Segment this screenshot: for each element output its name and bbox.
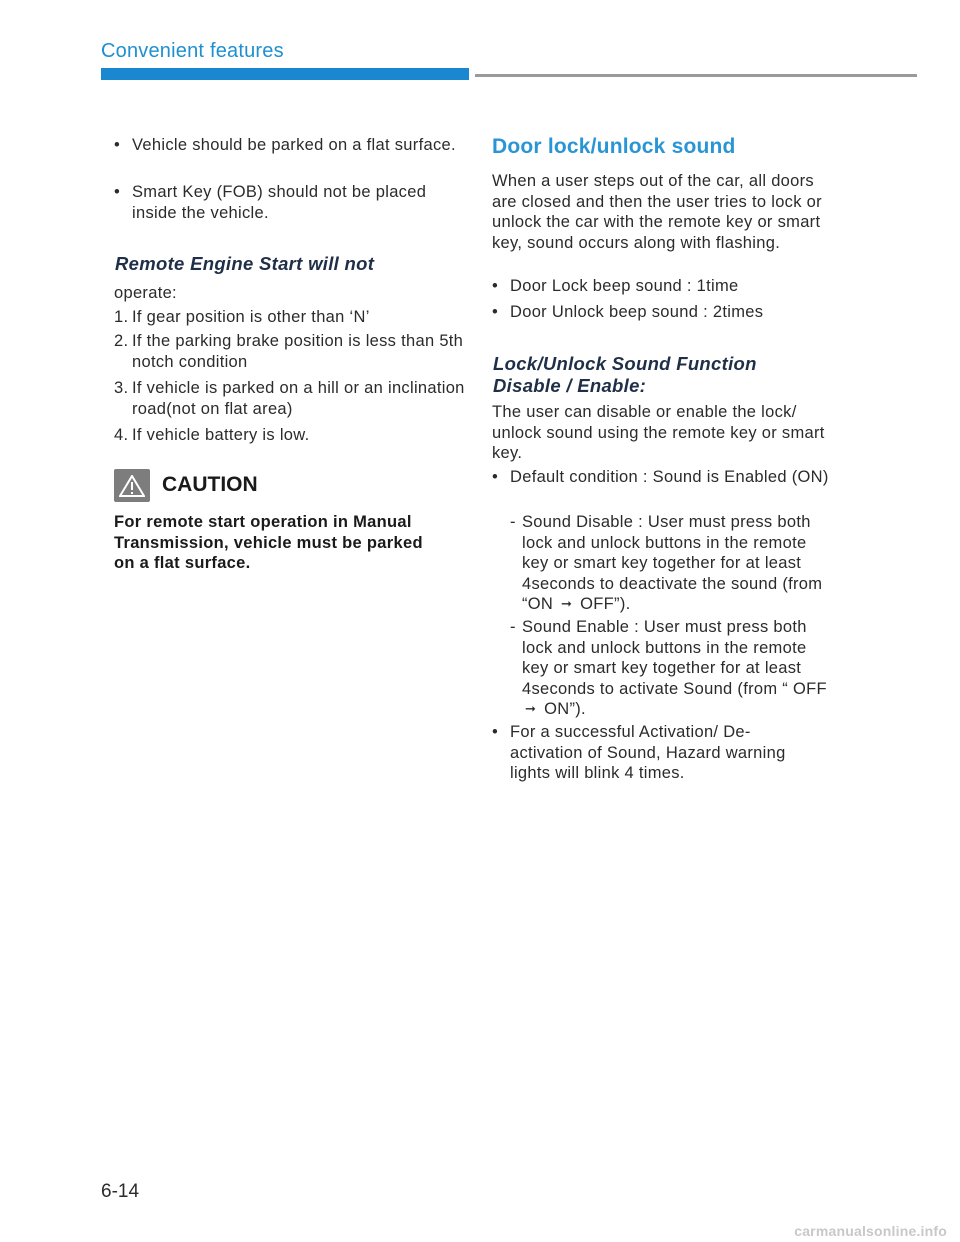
item-text: If vehicle is parked on a hill or an inclination road(not on flat area) bbox=[132, 379, 465, 418]
subheading-remote-start: Remote Engine Start will not bbox=[115, 253, 375, 274]
caution-text: For remote start operation in Manual Transmission, vehicle must be parked on a flat surface. bbox=[114, 513, 423, 572]
item-text: If the parking brake position is less than 5th notch condition bbox=[132, 332, 464, 371]
bullet-item: • Vehicle should be parked on a flat surface. bbox=[114, 135, 472, 156]
intro-text: operate: bbox=[114, 284, 177, 302]
bullet-item: • Door Lock beep sound : 1time bbox=[492, 276, 837, 297]
sub-item-text: Sound Disable : User must press both lock and unlock buttons in the remote key or smart key together for at least 4seconds to deactivate the sound (from “ON bbox=[522, 513, 823, 613]
sub-item-disable bbox=[492, 512, 832, 615]
warning-triangle-icon bbox=[114, 469, 150, 502]
subheading-sound-function bbox=[493, 353, 838, 397]
sub-item-text-end: ON”). bbox=[544, 700, 586, 718]
bullet-item: • Smart Key (FOB) should not be placed inside the vehicle. bbox=[114, 182, 472, 223]
item-number: 4. bbox=[114, 426, 129, 444]
item-text: If gear position is other than ‘N’ bbox=[132, 308, 370, 326]
subheading-line: Disable / Enable: bbox=[493, 375, 647, 396]
dash-marker: - bbox=[510, 513, 516, 531]
dash-marker: - bbox=[510, 618, 516, 636]
item-number: 2. bbox=[114, 332, 129, 350]
item-number: 3. bbox=[114, 379, 129, 397]
caution-heading bbox=[114, 469, 258, 502]
bullet-item: • Door Unlock beep sound : 2times bbox=[492, 302, 837, 323]
right-arrow-icon: ➞ bbox=[561, 596, 573, 611]
function-paragraph: The user can disable or enable the lock/ unlock sound using the remote key or smart key. bbox=[492, 403, 825, 462]
header-rule-accent bbox=[101, 68, 469, 80]
bullet-item: • Default condition : Sound is Enabled (ON) bbox=[492, 467, 837, 488]
numbered-item bbox=[114, 425, 472, 446]
numbered-item bbox=[114, 331, 472, 372]
intro-paragraph: When a user steps out of the car, all doors are closed and then the user tries to lock or unlock the car with the remote key or smart key, sound occurs along with flashing. bbox=[492, 172, 822, 252]
watermark: carmanualsonline.info bbox=[794, 1223, 947, 1239]
item-text: If vehicle battery is low. bbox=[132, 426, 310, 444]
bullet-item: • For a successful Activation/ De-activation of Sound, Hazard warning lights will blink 4 times. bbox=[492, 722, 800, 784]
section-title-door-lock-sound: Door lock/unlock sound bbox=[492, 135, 736, 158]
page-number: 6-14 bbox=[101, 1181, 140, 1202]
section-header-title: Convenient features bbox=[101, 40, 284, 62]
sub-item-enable bbox=[492, 617, 832, 720]
numbered-item bbox=[114, 307, 472, 328]
subheading-line: Lock/Unlock Sound Function bbox=[493, 353, 757, 374]
right-arrow-icon: ➞ bbox=[525, 701, 537, 716]
numbered-item bbox=[114, 378, 472, 419]
item-number: 1. bbox=[114, 308, 129, 326]
caution-label: CAUTION bbox=[162, 473, 258, 497]
sub-item-text: Sound Enable : User must press both lock and unlock buttons in the remote key or smart key together for at least 4seconds to activate Sound (from “ OFF bbox=[522, 618, 827, 698]
header-rule-gray bbox=[475, 74, 917, 77]
sub-item-text-end: OFF”). bbox=[580, 595, 631, 613]
